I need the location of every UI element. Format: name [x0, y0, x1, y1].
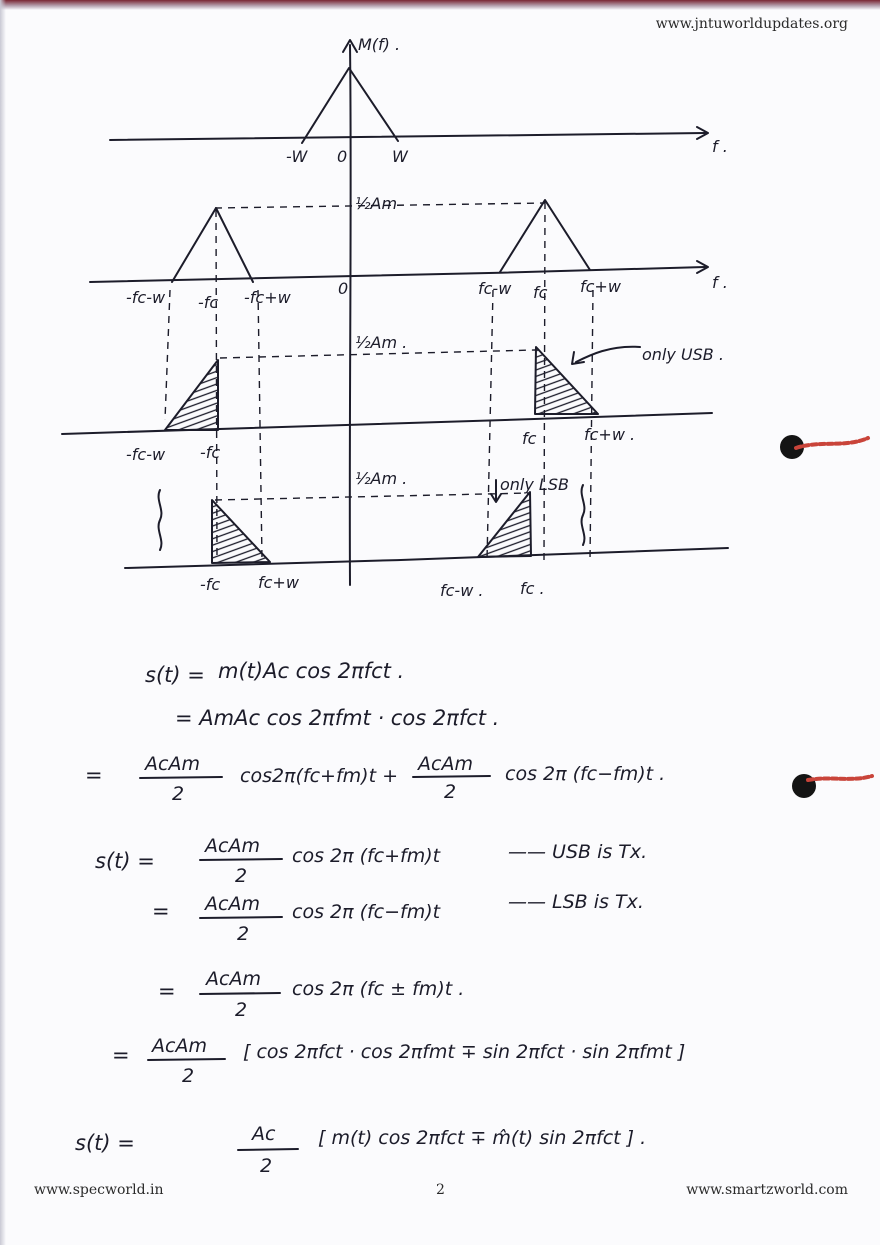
plot-4-amplitude: ½Am .	[355, 469, 408, 488]
lsb-tick-fc: fc .	[520, 579, 545, 598]
eq4-term: cos 2π (fc+fm)t	[292, 845, 441, 867]
plot-1-message-spectrum	[110, 35, 728, 166]
lsb-tick-fc-minus-w: fc-w .	[440, 581, 484, 600]
usb-tick-fc-plus-w: fc+w .	[584, 425, 636, 444]
tick-minus-fc-plus-w: -fc+w	[244, 288, 291, 307]
header-site-url: www.jntuworldupdates.org	[655, 16, 848, 32]
footer-page-number: 2	[436, 1182, 445, 1198]
derivation	[75, 659, 685, 1177]
eq7-lead: =	[112, 1043, 130, 1067]
footer-right-url: www.smartzworld.com	[686, 1182, 848, 1198]
eq6-term: cos 2π (fc ± fm)t .	[292, 978, 465, 1000]
tick-minus-fc: -fc	[198, 293, 219, 312]
plot-3-amplitude: ½Am .	[355, 333, 408, 352]
tick-fc: fc	[533, 283, 548, 302]
eq1-lhs: s(t) =	[145, 663, 205, 687]
usb-tick-minus-fc: -fc	[200, 443, 221, 462]
eq8-frac-den: 2	[260, 1155, 273, 1177]
vertical-axis	[343, 40, 357, 585]
plot-1-axis-label: M(f) .	[358, 35, 401, 54]
eq5-note: —— LSB is Tx.	[508, 891, 644, 913]
eq2-rhs: = AmAc cos 2πfmt · cos 2πfct .	[175, 706, 500, 730]
plot-1-x-label: f .	[712, 137, 728, 156]
eq8-frac-bar	[238, 1149, 298, 1150]
usb-annotation: only USB .	[642, 345, 724, 364]
eq8-term: [ m(t) cos 2πfct ∓ m̂(t) sin 2πfct ] .	[318, 1127, 647, 1149]
eq5-frac-num: AcAm	[205, 893, 260, 915]
eq3-frac1-num: AcAm	[145, 753, 200, 775]
tick-minus-fc-minus-w: -fc-w	[126, 288, 166, 307]
eq4-lhs: s(t) =	[95, 849, 155, 873]
tick-fc-plus-w: fc+w	[580, 277, 621, 296]
eq6-frac-den: 2	[235, 999, 248, 1021]
binder-hole-lower	[792, 774, 872, 798]
eq7-frac-num: AcAm	[152, 1035, 207, 1057]
tick-origin: 0	[338, 279, 349, 298]
lsb-tick-fc-plus-w: fc+w	[258, 573, 299, 592]
eq3-frac1-den: 2	[172, 783, 185, 805]
eq3-frac2-num: AcAm	[418, 753, 473, 775]
eq3-frac1-bar	[140, 777, 222, 778]
eq6-frac-num: AcAm	[206, 968, 261, 990]
eq7-term: [ cos 2πfct · cos 2πfmt ∓ sin 2πfct · sin 2πfmt ]	[243, 1041, 686, 1063]
eq1-rhs: m(t)Ac cos 2πfct .	[218, 659, 405, 683]
lsb-annotation: only LSB	[500, 475, 569, 494]
footer-left-url: www.specworld.in	[34, 1182, 164, 1198]
plot-2-amplitude: ½Am	[355, 194, 398, 213]
eq3-frac2-bar	[413, 776, 490, 777]
plot-2-x-label: f .	[712, 273, 728, 292]
eq7-frac-bar	[148, 1059, 225, 1060]
tick-fc-minus-w: fc-w	[478, 279, 512, 298]
binder-hole-upper	[780, 435, 868, 459]
eq5-frac-den: 2	[237, 923, 250, 945]
eq6-lead: =	[158, 979, 176, 1003]
eq3-lead: =	[85, 763, 103, 787]
eq5-term: cos 2π (fc−fm)t	[292, 901, 441, 923]
eq6-frac-bar	[200, 993, 280, 994]
plot-3-usb-spectrum	[62, 333, 724, 464]
eq7-frac-den: 2	[182, 1065, 195, 1087]
eq4-note: —— USB is Tx.	[508, 841, 648, 863]
tick-zero: 0	[337, 147, 348, 166]
eq3-term1: cos2π(fc+fm)t +	[240, 765, 398, 787]
plot-4-lsb-spectrum	[125, 469, 728, 600]
eq4-frac-den: 2	[235, 865, 248, 887]
eq5-frac-bar	[200, 917, 282, 918]
eq4-frac-bar	[200, 859, 282, 860]
eq8-frac-num: Ac	[252, 1123, 276, 1145]
eq3-frac2-den: 2	[444, 781, 457, 803]
usb-tick-minus-fc-minus-w: -fc-w	[126, 445, 166, 464]
eq5-lead: =	[152, 899, 170, 923]
usb-tick-fc: fc	[522, 429, 537, 448]
tick-w: W	[392, 147, 408, 166]
eq3-term2: cos 2π (fc−fm)t .	[505, 763, 666, 785]
tick-minus-w: -W	[286, 147, 308, 166]
eq4-frac-num: AcAm	[205, 835, 260, 857]
plot-2-dsb-spectrum	[90, 194, 728, 560]
lsb-tick-minus-fc: -fc	[200, 575, 221, 594]
eq8-lhs: s(t) =	[75, 1131, 135, 1155]
